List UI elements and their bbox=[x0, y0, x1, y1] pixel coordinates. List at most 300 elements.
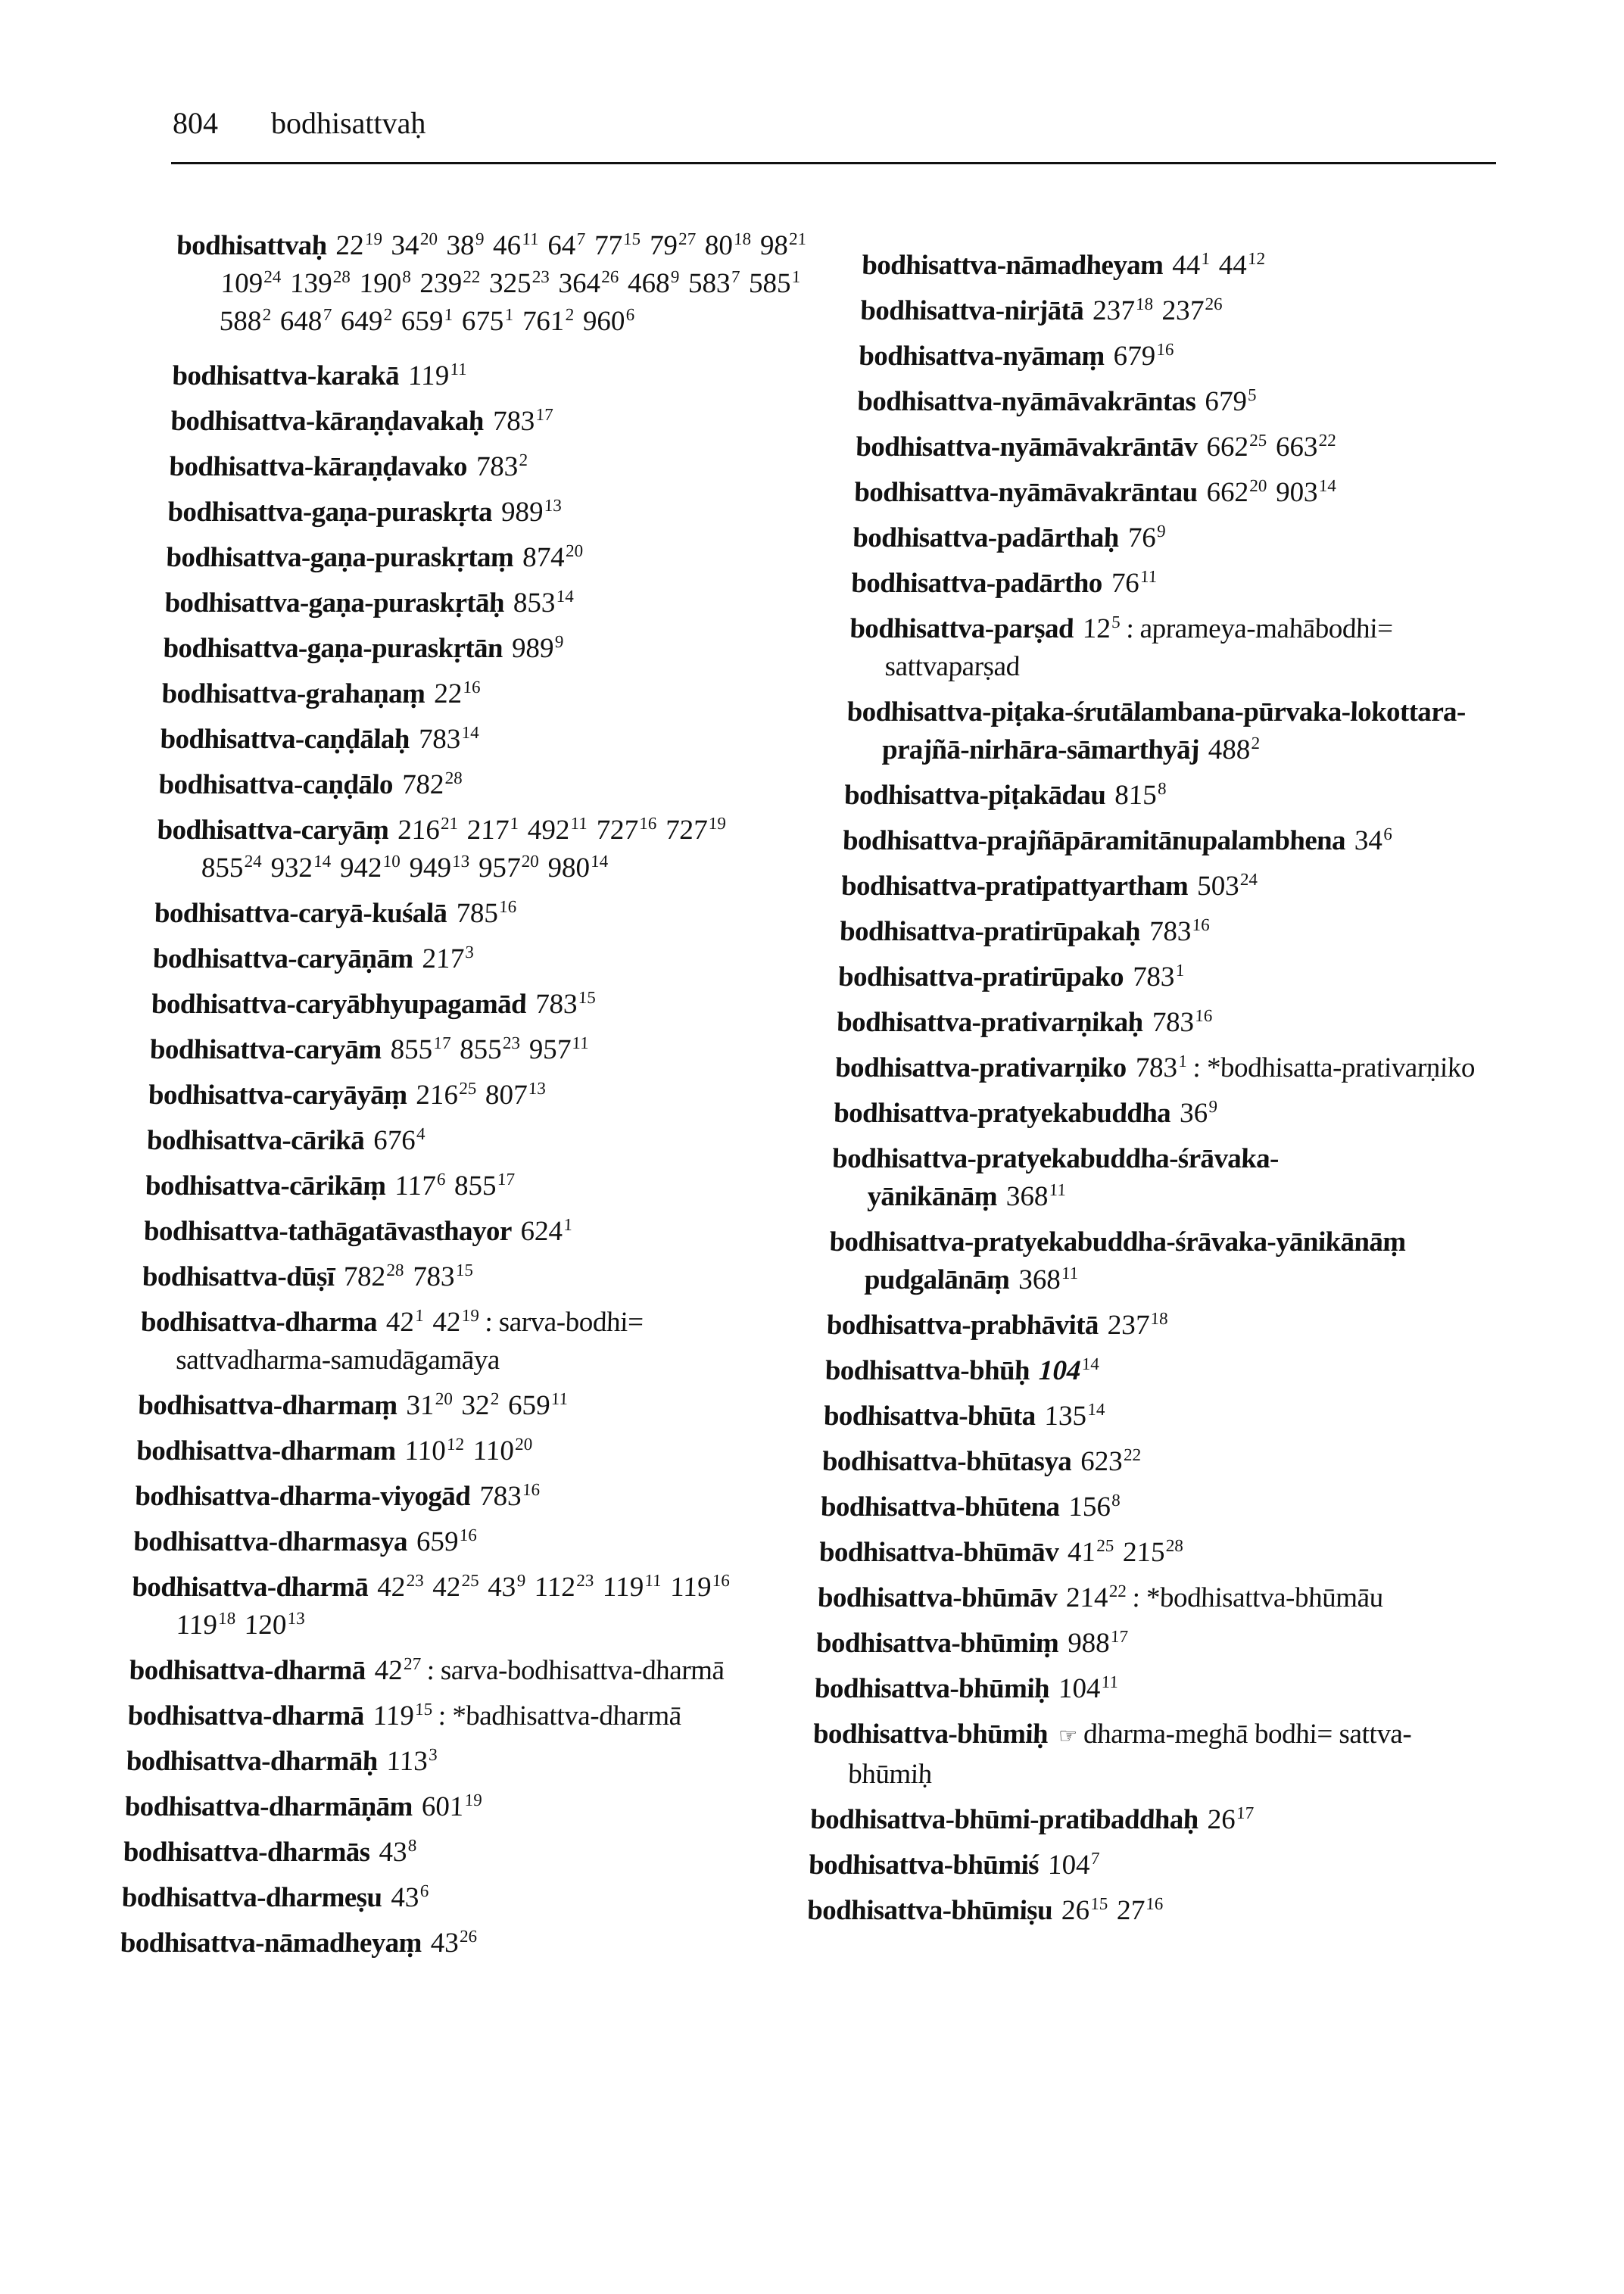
line-number-ref: 18 bbox=[217, 1609, 236, 1628]
entry-headword: bodhisattva-karakā bbox=[171, 360, 400, 391]
page-number-ref: 364 bbox=[557, 268, 601, 299]
page-number-ref: 727 bbox=[595, 815, 639, 846]
page-number-ref: 76 bbox=[1127, 522, 1157, 553]
entry-headword: bodhisattva-dharmāḥ bbox=[126, 1746, 379, 1777]
page-number-ref: 583 bbox=[687, 268, 731, 299]
page-reference bbox=[479, 1481, 541, 1512]
page-reference bbox=[528, 1034, 589, 1065]
index-entry bbox=[127, 1697, 765, 1735]
index-entry bbox=[856, 429, 1501, 466]
page-number-ref: 903 bbox=[1275, 477, 1319, 508]
page-reference bbox=[522, 306, 574, 337]
page-reference bbox=[687, 268, 740, 299]
entry-headword: bodhisattva-pratirūpakaḥ bbox=[839, 916, 1141, 947]
page-number-ref: 104 bbox=[1047, 1850, 1091, 1881]
line-number-ref: 16 bbox=[712, 1571, 731, 1590]
page-reference bbox=[1354, 825, 1392, 856]
page-reference bbox=[419, 268, 481, 299]
page-reference bbox=[456, 898, 517, 929]
page-number-ref: 119 bbox=[176, 1610, 218, 1641]
page-number-ref: 139 bbox=[289, 268, 333, 299]
index-entry bbox=[843, 777, 1488, 815]
entry-headword: bodhisattva-nyāmāvakrāntas bbox=[856, 386, 1197, 417]
line-number-ref: 2 bbox=[383, 305, 393, 324]
index-entry bbox=[151, 986, 788, 1024]
line-number-ref: 14 bbox=[1318, 476, 1337, 495]
page-number-ref: 98 bbox=[759, 230, 789, 261]
page-number-ref: 503 bbox=[1196, 871, 1240, 902]
entry-headword: bodhisattva-bhūmiṣu bbox=[806, 1895, 1053, 1926]
page-number-ref: 648 bbox=[279, 306, 323, 337]
page-reference bbox=[446, 230, 485, 261]
line-number-ref: 17 bbox=[497, 1170, 516, 1189]
index-entry bbox=[152, 940, 790, 978]
line-number-ref: 7 bbox=[731, 267, 740, 286]
line-number-ref: 17 bbox=[1110, 1627, 1129, 1646]
page-number-ref: 785 bbox=[455, 898, 499, 929]
line-number-ref: 17 bbox=[535, 405, 554, 424]
page-reference bbox=[373, 1125, 425, 1156]
index-entry bbox=[837, 958, 1482, 996]
page-reference bbox=[434, 678, 481, 709]
line-number-ref: 16 bbox=[1195, 1006, 1213, 1025]
page-reference bbox=[1205, 386, 1257, 417]
line-number-ref: 1 bbox=[563, 1215, 573, 1234]
page-number-ref: 649 bbox=[340, 306, 384, 337]
line-number-ref: 9 bbox=[554, 632, 564, 651]
page-reference bbox=[1161, 295, 1223, 326]
index-entry bbox=[817, 1579, 1462, 1617]
cross-reference-note: dharma-meghā bodhi= sattva-bhūmiḥ bbox=[847, 1719, 1413, 1790]
page-reference bbox=[1206, 432, 1267, 463]
index-entry bbox=[814, 1670, 1459, 1708]
page-number-ref: 44 bbox=[1218, 250, 1248, 281]
page-reference bbox=[1275, 432, 1336, 463]
line-number-ref: 25 bbox=[458, 1079, 477, 1098]
line-number-ref: 5 bbox=[1111, 612, 1121, 631]
page-number-ref: 217 bbox=[421, 943, 465, 974]
index-entry bbox=[809, 1801, 1454, 1839]
line-number-ref: 1 bbox=[791, 267, 801, 286]
page-number-ref: 41 bbox=[1067, 1537, 1096, 1568]
page-reference bbox=[513, 588, 574, 619]
line-number-ref: 13 bbox=[287, 1609, 306, 1628]
page-reference bbox=[1038, 1355, 1099, 1386]
page-reference bbox=[374, 1655, 421, 1686]
page-number-ref: 942 bbox=[339, 852, 383, 884]
line-number-ref: 8 bbox=[1111, 1491, 1121, 1510]
page-number-ref: 783 bbox=[535, 989, 578, 1020]
page-reference bbox=[475, 451, 528, 482]
line-number-ref: 16 bbox=[1156, 340, 1174, 359]
entry-headword: bodhisattva-parṣad bbox=[849, 613, 1074, 644]
page-number-ref: 38 bbox=[445, 230, 475, 261]
entry-headword: bodhisattva-grahaṇaṃ bbox=[161, 678, 426, 709]
page-number-ref: 368 bbox=[1005, 1181, 1049, 1212]
page-reference bbox=[1207, 1804, 1254, 1835]
line-number-ref: 22 bbox=[1123, 1445, 1142, 1464]
line-number-ref: 15 bbox=[622, 229, 641, 248]
line-number-ref: 3 bbox=[428, 1745, 438, 1764]
index-entry bbox=[154, 895, 791, 933]
page-reference bbox=[432, 1307, 479, 1338]
page-reference bbox=[461, 1390, 500, 1421]
index-entry bbox=[857, 383, 1502, 421]
page-number-ref: 42 bbox=[374, 1655, 404, 1686]
page-reference bbox=[359, 268, 411, 299]
page-number-ref: 64 bbox=[547, 230, 577, 261]
page-number-ref: 989 bbox=[511, 633, 555, 664]
line-number-ref: 25 bbox=[1096, 1536, 1114, 1555]
entry-headword: bodhisattva-gaṇa-puraskṛta bbox=[167, 497, 493, 528]
page-number-ref: 44 bbox=[1171, 250, 1202, 281]
line-number-ref: 23 bbox=[502, 1033, 521, 1052]
entry-headword: bodhisattva-caryām bbox=[149, 1034, 382, 1065]
page-number-ref: 214 bbox=[1065, 1582, 1109, 1613]
entry-headword: bodhisattva-padārthaḥ bbox=[852, 522, 1120, 553]
index-entry bbox=[160, 721, 797, 759]
page-number-ref: 34 bbox=[390, 230, 420, 261]
entry-headword: bodhisattva-dharmasya bbox=[132, 1526, 408, 1557]
index-entry bbox=[842, 822, 1487, 860]
line-number-ref: 18 bbox=[1135, 295, 1154, 313]
page-number-ref: 112 bbox=[534, 1572, 576, 1603]
page-number-ref: 43 bbox=[390, 1882, 420, 1913]
entry-headword: bodhisattva-gaṇa-puraskṛtāḥ bbox=[164, 588, 505, 619]
page-reference bbox=[335, 230, 382, 261]
entry-headword: bodhisattva-pratyekabuddha-śrāvaka-yānikānāṃ bbox=[831, 1143, 1280, 1212]
page-number-ref: 624 bbox=[520, 1216, 563, 1247]
line-number-ref: 12 bbox=[446, 1435, 465, 1454]
page-number-ref: 76 bbox=[1111, 568, 1140, 599]
page-reference bbox=[416, 1080, 477, 1111]
note-separator: : bbox=[1125, 613, 1135, 644]
line-number-ref: 7 bbox=[323, 305, 332, 324]
page-reference bbox=[461, 306, 513, 337]
page-reference bbox=[1107, 1310, 1168, 1341]
page-number-ref: 874 bbox=[522, 542, 566, 573]
page-reference bbox=[500, 497, 562, 528]
index-entry bbox=[138, 1387, 775, 1425]
index-entry bbox=[121, 1879, 759, 1917]
entry-headword: bodhisattva-dūṣī bbox=[142, 1261, 335, 1292]
page-number-ref: 601 bbox=[421, 1791, 465, 1822]
page-reference bbox=[416, 1526, 477, 1557]
page-number-ref: 585 bbox=[748, 268, 792, 299]
page-reference bbox=[340, 306, 392, 337]
page-reference bbox=[460, 1034, 521, 1065]
line-number-ref: 22 bbox=[1318, 431, 1337, 450]
left-column bbox=[120, 227, 813, 1970]
line-number-ref: 3 bbox=[464, 943, 475, 962]
line-number-ref: 16 bbox=[463, 678, 482, 697]
index-entry bbox=[124, 1788, 762, 1826]
index-entry bbox=[170, 403, 808, 441]
index-entry bbox=[854, 474, 1499, 512]
cross-reference-note: *bodhisattva-bhūmāu bbox=[1146, 1582, 1384, 1613]
page-reference bbox=[1149, 916, 1210, 947]
page-reference bbox=[1208, 734, 1260, 765]
index-entry bbox=[166, 539, 803, 577]
page-reference bbox=[1018, 1264, 1079, 1295]
page-reference bbox=[748, 268, 800, 299]
page-reference bbox=[704, 230, 751, 261]
index-entry bbox=[155, 812, 793, 887]
page-reference bbox=[1152, 1007, 1213, 1038]
line-number-ref: 11 bbox=[1049, 1180, 1067, 1199]
entry-headword: bodhisattva-caṇḍālo bbox=[157, 769, 394, 800]
page-reference bbox=[488, 268, 550, 299]
page-reference bbox=[1111, 568, 1158, 599]
line-number-ref: 24 bbox=[244, 852, 263, 871]
page-reference bbox=[1065, 1582, 1127, 1613]
entry-headword: bodhisattva-kāraṇḍavakaḥ bbox=[170, 406, 485, 437]
page-reference bbox=[1047, 1850, 1099, 1881]
page-reference bbox=[1135, 1052, 1187, 1083]
line-number-ref: 16 bbox=[498, 897, 517, 916]
line-number-ref: 6 bbox=[436, 1170, 446, 1189]
index-entry bbox=[139, 1304, 778, 1379]
entry-headword: bodhisattva-bhūmi-pratibaddhaḥ bbox=[809, 1804, 1199, 1835]
entry-headword: bodhisattva-tathāgatāvasthayor bbox=[143, 1216, 513, 1247]
page-reference bbox=[430, 1928, 477, 1959]
page-number-ref: 659 bbox=[401, 306, 444, 337]
page-number-ref: 679 bbox=[1204, 386, 1248, 417]
page-number-ref: 42 bbox=[385, 1307, 415, 1338]
page-number-ref: 492 bbox=[527, 815, 571, 846]
index-entry bbox=[821, 1443, 1467, 1481]
entry-headword: bodhisattva-dharmeṣu bbox=[121, 1882, 383, 1913]
page-number-ref: 120 bbox=[244, 1610, 288, 1641]
line-number-ref: 18 bbox=[733, 229, 752, 248]
page-reference bbox=[511, 633, 563, 664]
page-number-ref: 22 bbox=[433, 678, 463, 709]
index-entry bbox=[815, 1625, 1460, 1663]
entry-headword: bodhisattva-dharmās bbox=[123, 1837, 371, 1868]
page-reference bbox=[391, 230, 438, 261]
line-number-ref: 7 bbox=[576, 229, 586, 248]
line-number-ref: 13 bbox=[528, 1079, 547, 1098]
entry-headword: bodhisattva-nyāmaṃ bbox=[858, 341, 1105, 372]
page-reference bbox=[466, 815, 519, 846]
line-number-ref: 11 bbox=[1061, 1264, 1079, 1283]
entry-headword: bodhisattva-caṇḍālaḥ bbox=[159, 724, 410, 755]
page-reference bbox=[1068, 1628, 1129, 1659]
index-entry bbox=[860, 292, 1505, 330]
entry-headword: bodhisattva-caryāyāṃ bbox=[148, 1080, 408, 1111]
page-number-ref: 855 bbox=[454, 1170, 497, 1202]
line-number-ref: 4 bbox=[416, 1124, 426, 1143]
entry-headword: bodhisattva-caryābhyupagamād bbox=[151, 989, 527, 1020]
page-reference bbox=[1061, 1895, 1108, 1926]
entry-headword: bodhisattva-caryāṇām bbox=[152, 943, 414, 974]
entry-headword: bodhisattva-bhūta bbox=[823, 1401, 1036, 1432]
entry-headword: bodhisattva-padārtho bbox=[850, 568, 1103, 599]
page-number-ref: 782 bbox=[342, 1261, 386, 1292]
line-number-ref: 23 bbox=[406, 1571, 425, 1590]
entry-headword: bodhisattva-bhūtasya bbox=[821, 1446, 1072, 1477]
page-reference bbox=[409, 852, 470, 884]
page-reference bbox=[244, 1610, 305, 1641]
page-reference bbox=[289, 268, 351, 299]
page-reference bbox=[670, 1572, 731, 1603]
entry-headword: bodhisattva-dharma-viyogād bbox=[134, 1481, 471, 1512]
line-number-ref: 2 bbox=[262, 305, 272, 324]
page-reference bbox=[1206, 477, 1267, 508]
page-reference bbox=[627, 268, 679, 299]
page-number-ref: 109 bbox=[220, 268, 263, 299]
page-number-ref: 110 bbox=[404, 1435, 447, 1466]
line-number-ref: 21 bbox=[440, 814, 459, 833]
page-reference bbox=[507, 1390, 568, 1421]
index-entry bbox=[848, 610, 1494, 686]
page-number-ref: 989 bbox=[500, 497, 544, 528]
index-entry bbox=[831, 1140, 1476, 1216]
line-number-ref: 14 bbox=[313, 852, 332, 871]
line-number-ref: 1 bbox=[1175, 961, 1185, 980]
line-number-ref: 16 bbox=[638, 814, 657, 833]
entry-headword: bodhisattva-nyāmāvakrāntāv bbox=[855, 432, 1199, 463]
line-number-ref: 20 bbox=[435, 1389, 454, 1408]
line-number-ref: 18 bbox=[1150, 1309, 1169, 1328]
line-number-ref: 20 bbox=[514, 1435, 533, 1454]
page-reference bbox=[432, 1572, 479, 1603]
page-reference bbox=[391, 1882, 429, 1913]
line-number-ref: 26 bbox=[459, 1927, 478, 1946]
line-number-ref: 1 bbox=[504, 305, 514, 324]
line-number-ref: 8 bbox=[407, 1836, 417, 1855]
page-number-ref: 325 bbox=[488, 268, 532, 299]
index-entry bbox=[163, 630, 800, 668]
line-number-ref: 10 bbox=[382, 852, 401, 871]
line-number-ref: 9 bbox=[475, 229, 485, 248]
entry-headword: bodhisattva-bhūtena bbox=[820, 1491, 1061, 1523]
line-number-ref: 25 bbox=[1248, 431, 1267, 450]
page-number-ref: 119 bbox=[602, 1572, 644, 1603]
page-number-ref: 957 bbox=[478, 852, 522, 884]
index-entry bbox=[161, 675, 799, 713]
line-number-ref: 1 bbox=[1201, 249, 1211, 268]
page-reference bbox=[1082, 613, 1121, 644]
page-number-ref: 659 bbox=[507, 1390, 551, 1421]
page-reference bbox=[535, 989, 596, 1020]
running-title: bodhisattvaḥ bbox=[271, 106, 426, 140]
page-number-ref: 662 bbox=[1205, 432, 1249, 463]
page-number-ref: 43 bbox=[378, 1837, 408, 1868]
note-separator: : bbox=[438, 1700, 447, 1731]
page-number-ref: 853 bbox=[513, 588, 556, 619]
entry-headword: bodhisattva-pratyekabuddha-śrāvaka-yānikānāṃ pudgalānāṃ bbox=[828, 1226, 1407, 1295]
page-number-ref: 855 bbox=[459, 1034, 503, 1065]
page-number-ref: 855 bbox=[390, 1034, 433, 1065]
entry-headword: bodhisattva-nāmadheyaṃ bbox=[120, 1928, 422, 1959]
page-number-ref: 237 bbox=[1161, 295, 1205, 326]
page-number-ref: 32 bbox=[460, 1390, 491, 1421]
line-number-ref: 12 bbox=[1247, 249, 1266, 268]
entry-headword: bodhisattva-pratyekabuddha bbox=[833, 1098, 1171, 1129]
line-number-ref: 28 bbox=[332, 267, 351, 286]
page-number-ref: 783 bbox=[1134, 1052, 1178, 1083]
page-number-ref: 761 bbox=[522, 306, 566, 337]
page-number-ref: 43 bbox=[487, 1572, 517, 1603]
page-reference bbox=[339, 852, 401, 884]
page-reference bbox=[406, 1390, 453, 1421]
page-reference bbox=[421, 1791, 482, 1822]
page-number-ref: 783 bbox=[1151, 1007, 1195, 1038]
line-number-ref: 2 bbox=[519, 450, 528, 469]
page-number-ref: 80 bbox=[704, 230, 734, 261]
page-number-ref: 26 bbox=[1061, 1895, 1090, 1926]
page-reference bbox=[596, 815, 657, 846]
page-reference bbox=[520, 1216, 572, 1247]
line-number-ref: 15 bbox=[455, 1261, 474, 1279]
line-number-ref: 1 bbox=[444, 305, 454, 324]
page-reference bbox=[472, 1435, 533, 1466]
line-number-ref: 20 bbox=[1248, 476, 1267, 495]
page-number-ref: 949 bbox=[408, 852, 452, 884]
page-number-ref: 980 bbox=[547, 852, 591, 884]
entry-headword: bodhisattva-prajñāpāramitānupalambhena bbox=[842, 825, 1346, 856]
line-number-ref: 11 bbox=[1139, 567, 1158, 586]
index-entry bbox=[818, 1534, 1463, 1572]
cross-reference-note: *badhisattva-dharmā bbox=[451, 1700, 682, 1731]
page-reference bbox=[558, 268, 619, 299]
line-number-ref: 16 bbox=[1192, 915, 1211, 934]
line-number-ref: 22 bbox=[462, 267, 481, 286]
page-reference bbox=[401, 306, 453, 337]
line-number-ref: 2 bbox=[1251, 734, 1261, 753]
page-number-ref: 43 bbox=[430, 1928, 460, 1959]
page-reference bbox=[649, 230, 696, 261]
line-number-ref: 16 bbox=[459, 1526, 478, 1544]
page-reference bbox=[412, 1261, 473, 1292]
page-reference bbox=[379, 1837, 417, 1868]
entry-headword: bodhisattva-nirjātā bbox=[859, 295, 1084, 326]
page-number-ref: 104 bbox=[1058, 1673, 1102, 1704]
line-number-ref: 25 bbox=[461, 1571, 480, 1590]
line-number-ref: 14 bbox=[556, 587, 575, 606]
index-entry bbox=[853, 519, 1498, 557]
entry-headword: bodhisattva-prativarṇikaḥ bbox=[836, 1007, 1144, 1038]
entry-headword: bodhisattva-bhūḥ bbox=[824, 1355, 1030, 1386]
entry-headword: bodhisattva-dharmāṇām bbox=[124, 1791, 413, 1822]
line-number-ref: 24 bbox=[1239, 870, 1258, 889]
index-entry bbox=[123, 1834, 760, 1872]
entry-headword: bodhisattva-dharmā bbox=[129, 1655, 366, 1686]
page-number-ref: 135 bbox=[1044, 1401, 1087, 1432]
page-reference bbox=[377, 1572, 424, 1603]
page-reference bbox=[602, 1572, 662, 1603]
page-number-ref: 119 bbox=[407, 360, 450, 391]
index-entry bbox=[167, 494, 805, 531]
line-number-ref: 6 bbox=[1382, 824, 1393, 843]
line-number-ref: 1 bbox=[1178, 1052, 1188, 1071]
page-number-ref: 215 bbox=[1122, 1537, 1166, 1568]
page-number-ref: 156 bbox=[1068, 1491, 1111, 1523]
index-entry bbox=[826, 1307, 1471, 1345]
page-reference bbox=[1044, 1401, 1105, 1432]
entry-headword: bodhisattva-gaṇa-puraskṛtān bbox=[162, 633, 503, 664]
page-number-ref: 79 bbox=[649, 230, 678, 261]
page-reference bbox=[1197, 871, 1258, 902]
page-number-ref: 988 bbox=[1067, 1628, 1111, 1659]
page-reference bbox=[1093, 295, 1154, 326]
page-number-ref: 783 bbox=[1149, 916, 1192, 947]
page-reference bbox=[665, 815, 726, 846]
page-reference bbox=[397, 815, 459, 846]
line-number-ref: 9 bbox=[516, 1571, 526, 1590]
index-entry bbox=[164, 584, 802, 622]
